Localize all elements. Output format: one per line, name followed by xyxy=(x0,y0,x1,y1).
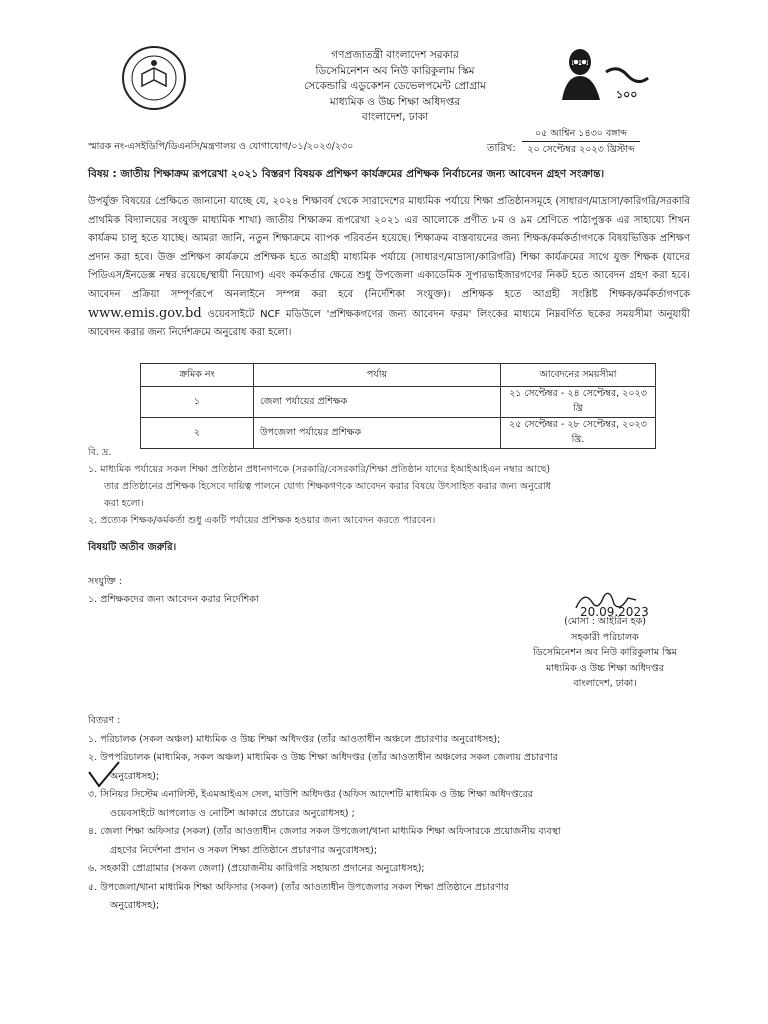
signatory-block xyxy=(520,614,690,692)
table-row xyxy=(141,387,656,418)
urgent-note: বিষয়টি অতীব জরুরি। xyxy=(88,542,177,553)
cell-level: উপজেলা পর্যায়ের প্রশিক্ষক xyxy=(254,418,501,449)
note-1-cont2: করা হলো। xyxy=(104,498,144,509)
distribution-item-cont: গ্রহণের নির্দেশনা প্রদান ও সকল শিক্ষা প্রতিষ্ঠানে প্রচারণার অনুরোধসহ); xyxy=(110,844,378,856)
svg-text:১০০: ১০০ xyxy=(616,88,638,101)
header-line-2: ডিসেমিনেশন অব নিউ কারিকুলাম স্কিম xyxy=(315,64,475,77)
col-header-period: আবেদনের সময়সীমা xyxy=(501,364,656,387)
header-line-3: সেকেন্ডারি এডুকেশন ডেভেলপমেন্ট প্রোগ্রাম xyxy=(304,80,486,92)
header-line-5: বাংলাদেশ, ঢাকা xyxy=(361,111,429,123)
emis-website-link[interactable]: www.emis.gov.bd xyxy=(88,305,202,321)
office-header xyxy=(230,48,560,126)
distribution-item-cont: ওয়েবসাইটে আপলোড ও নোটিশ আকারে প্রচারের অনুরোধসহ) ; xyxy=(110,807,355,819)
signatory-designation: সহকারী পরিচালক xyxy=(571,631,639,643)
cell-serial: ২ xyxy=(141,418,254,449)
distribution-item: ৩. সিনিয়র সিস্টেম এনালিস্ট, ইএমআইএস সেল, মাউশি অধিদপ্তর (অফিস আদেশটি মাধ্যমিক ও উচ্চ শিক্ষা অধিদপ্তরের xyxy=(88,789,533,800)
date-label: তারিখ: xyxy=(487,143,516,154)
distribution-item: ১. পরিচালক (সকল অঞ্চল) মাধ্যমিক ও উচ্চ শিক্ষা অধিদপ্তর (তাঁর আওতাধীন অঞ্চলে প্রচারণার অনুরোধসহ); xyxy=(88,733,501,745)
date-bangla: ০৫ আশ্বিন ১৪৩০ বঙ্গাব্দ xyxy=(522,126,640,142)
mujib-centenary-logo-icon xyxy=(556,42,652,102)
signatory-office-1: ডিসেমিনেশন অব নিউ কারিকুলাম স্কিম xyxy=(533,647,677,658)
schedule-table xyxy=(140,363,656,449)
subject-line: বিষয় : জাতীয় শিক্ষাক্রম রূপরেখা ২০২১ বিস্তরণ বিষয়ক প্রশিক্ষণ কার্যক্রমের প্রশিক্ষক নির্বাচনের জন্য আবেদন গ্রহণ সংক্রান্ত। xyxy=(88,168,605,180)
body-paragraph xyxy=(88,193,690,343)
distribution-item: ৪. জেলা শিক্ষা অফিসার (সকল) (তাঁর আওতাধীন জেলার সকল উপজেলা/থানা মাধ্যমিক শিক্ষা অফিসারকে প্রয়োজনীয় ব্যবস্থা xyxy=(88,826,561,837)
header-line-4: মাধ্যমিক ও উচ্চ শিক্ষা অধিদপ্তর xyxy=(329,95,461,108)
cell-serial: ১ xyxy=(141,387,254,418)
distribution-item-cont: অনুরোধসহ); xyxy=(110,770,160,782)
col-header-serial: ক্রমিক নং xyxy=(141,364,254,387)
cell-period: ২৫ সেপ্টেম্বর - ২৮ সেপ্টেম্বর, ২০২৩ খ্রি. xyxy=(501,418,656,449)
signatory-name: (মোসা : আইরিন হক) xyxy=(564,616,646,627)
directorate-seal-icon xyxy=(120,44,188,112)
cell-period: ২১ সেপ্টেম্বর - ২৪ সেপ্টেম্বর, ২০২৩ খ্রি xyxy=(501,387,656,418)
attachment-item: ১. প্রশিক্ষকদের জন্য আবেদন করার নির্দেশিকা xyxy=(88,594,259,605)
signatory-office-2: মাধ্যমিক ও উচ্চ শিক্ষা অধিদপ্তর xyxy=(546,662,664,674)
signatory-office-3: বাংলাদেশ, ঢাকা। xyxy=(573,678,637,689)
note-1: ১. মাধ্যমিক পর্যায়ের সকল শিক্ষা প্রতিষ্ঠান প্রধানগণকে (সরকারি/বেসরকারি/শিক্ষা প্রতিষ্ঠান যাদের ইআইআইএন নম্বার আছে) xyxy=(88,464,551,475)
notes-heading: বি. দ্র. xyxy=(88,447,112,458)
distribution-item: ৫. উপজেলা/থানা মাধ্যমিক শিক্ষা অফিসার (সকল) (তাঁর আওতাধীন উপজেলার সকল শিক্ষা প্রতিষ্ঠানে প্রচারণার xyxy=(88,881,509,893)
col-header-level: পর্যায় xyxy=(254,364,501,387)
body-text-part1: উপর্যুক্ত বিষয়ের প্রেক্ষিতে জানানো যাচ্ছে যে, ২০২৪ শিক্ষাবর্ষ থেকে সারাদেশের মাধ্যমিক পর্যায়ে শিক্ষা প্রতিষ্ঠানসমূহে (সাধারণ/মাদ্রাসা/কারিগরি/সরকারি প্রাথমিক বিদ্যালয়ের সংযুক্ত মাধ্যমিক শাখা) জাতীয় শিক্ষাক্রম রূপরেখা ২০২১ এর আলোকে প্রণীত ৮ম ও ৯ম শ্রেণিতে পাঠ্যপুস্তক এর সাহায্যে শিখন কার্যক্রম চালু হতে যাচ্ছে। আমরা জানি, নতুন শিক্ষাক্রমে ব্যাপক পরিবর্তন হয়েছে। শিক্ষাক্রম বাস্তবায়নের জন্য শিক্ষক/কর্মকর্তাগণকে বিষয়ভিত্তিক প্রশিক্ষণ প্রদান করা হবে। উক্ত প্রশিক্ষণ কার্যক্রমে প্রশিক্ষক হতে আগ্রহী মাধ্যমিক পর্যায়ে (সাধারণ/মাদ্রাসা/কারিগরি) শিক্ষা কার্যক্রমের সাথে যুক্ত শিক্ষক (যাদের পিডিএস/ইনডেক্স নম্বর রয়েছে/স্থায়ী নিয়োগ) এবং কর্মকর্তার ক্ষেত্রে শুধু উপজেলা একাডেমিক সুপারভাইজারগণের নিকট হতে আবেদন গ্রহণ করা হবে। আবেদন প্রক্রিয়া সম্পূর্ণরূপে অনলাইনে সম্পন্ন করা হবে (নির্দেশিকা সংযুক্ত)। প্রশিক্ষক হতে আগ্রহী সংশ্লিষ্ট শিক্ষক/কর্মকর্তাগণকে xyxy=(88,196,690,300)
table-header-row xyxy=(141,364,656,387)
notes-section xyxy=(88,444,688,529)
attachments-section xyxy=(88,573,259,609)
note-1-cont: তার প্রতিষ্ঠানের প্রশিক্ষক হিসেবে দায়িত্ব পালনে যোগ্য শিক্ষকগণকে আবেদন করার বিষয়ে উৎসাহিত করার জন্য অনুরোধ xyxy=(104,481,551,492)
signed-date: 20.09.2023 xyxy=(580,605,649,618)
date-english: ২০ সেপ্টেম্বর ২০২৩ খ্রিস্টাব্দ xyxy=(527,144,635,155)
body-text-part2: ওয়েবসাইটে NCF মডিউলে 'প্রশিক্ষকগণের জন্য আবেদন ফরম' লিংকের মাধ্যমে নিম্নবর্ণিত ছকের সময়সীমা অনুযায়ী আবেদন করার জন্য নির্দেশক্রমে অনুরোধ করা হলো। xyxy=(88,308,690,339)
attachments-label: সংযুক্তি : xyxy=(88,576,123,587)
memo-number: স্মারক নং-এসইডিপি/ডিএনসি/মন্ত্রণালয় ও যোগাযোগ/০১/২০২৩/২৩০ xyxy=(88,141,354,152)
distribution-item: ৬. সহকারী প্রোগ্রামার (সকল জেলা) (প্রয়োজনীয় কারিগরি সহায়তা প্রদানের অনুরোধসহ); xyxy=(88,863,425,874)
distribution-item: ২. উপপরিচালক (মাধ্যমিক, সকল অঞ্চল) মাধ্যমিক ও উচ্চ শিক্ষা অধিদপ্তর (তাঁর আওতাধীন অঞ্চলের সকল জেলায় প্রচারণার xyxy=(88,752,558,763)
header-line-1: গণপ্রজাতন্ত্রী বাংলাদেশ সরকার xyxy=(331,49,459,61)
distribution-item-cont: অনুরোধসহ); xyxy=(110,900,160,911)
cell-level: জেলা পর্যায়ের প্রশিক্ষক xyxy=(254,387,501,418)
distribution-list xyxy=(88,712,700,916)
note-2: ২. প্রত্যেক শিক্ষক/কর্মকর্তা শুধু একটি পর্যায়ের প্রশিক্ষক হওয়ার জন্য আবেদন করতে পারবেন। xyxy=(88,515,436,526)
date-block xyxy=(522,126,640,157)
distribution-label: বিতরণ : xyxy=(88,715,121,726)
